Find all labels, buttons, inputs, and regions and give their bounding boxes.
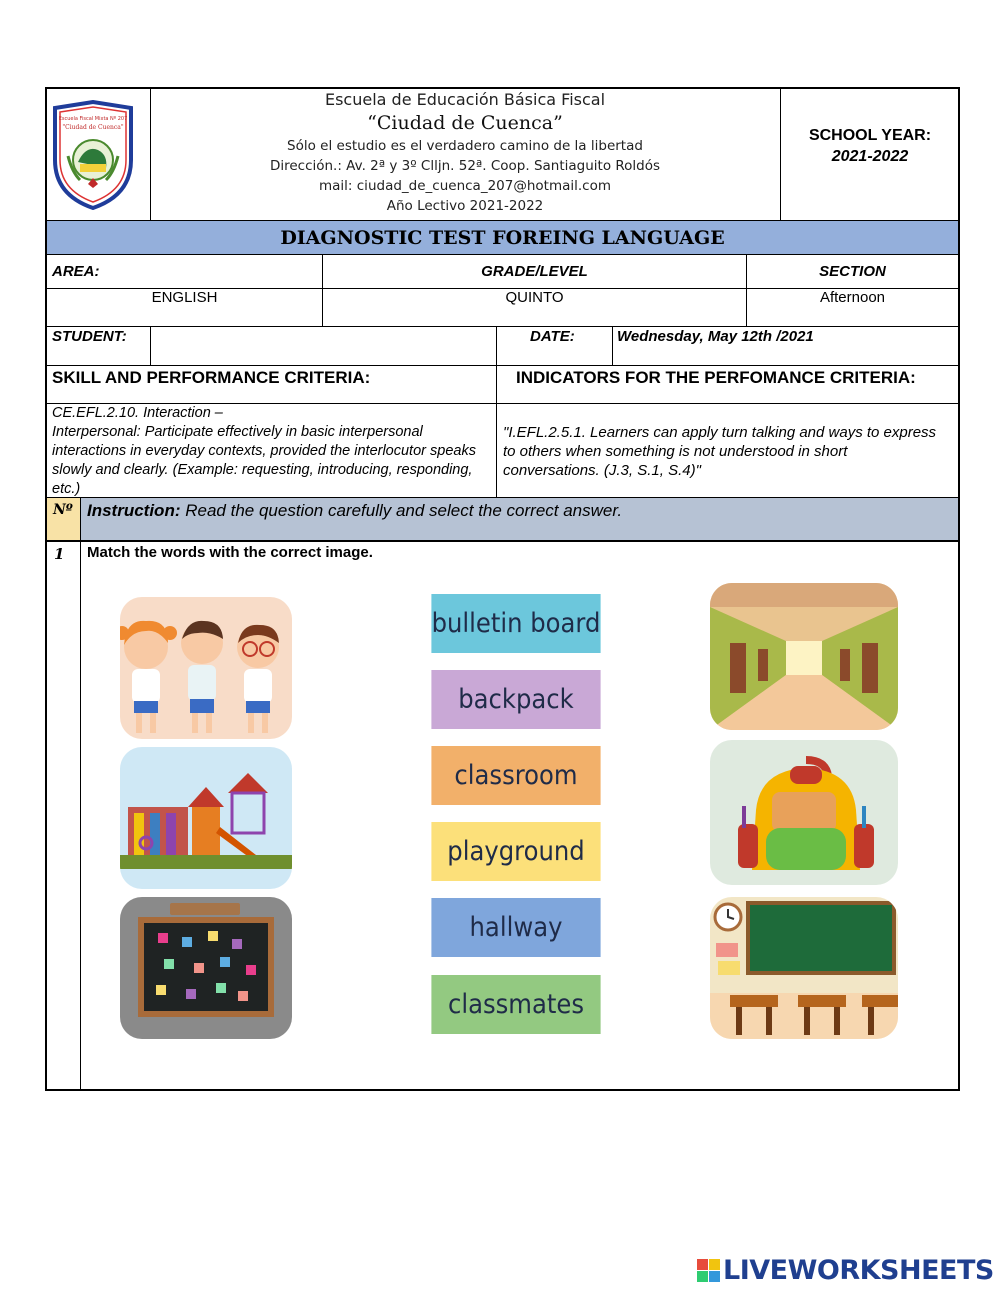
word-tile-playground[interactable]: playground: [431, 822, 600, 881]
table-border-right: [958, 87, 960, 1091]
section-label: SECTION: [819, 263, 886, 280]
student-label: STUDENT:: [52, 328, 127, 345]
word-tile-classroom[interactable]: classroom: [431, 746, 600, 805]
table-border-top: [45, 87, 960, 89]
word-tile-bulletin-board[interactable]: bulletin board: [431, 594, 600, 653]
school-logo: [50, 100, 136, 210]
rule: [80, 497, 81, 1091]
area-value: ENGLISH: [151, 289, 218, 306]
header-divider-right: [780, 87, 781, 221]
skill-code: CE.EFL.2.10. Interaction –: [52, 405, 223, 421]
child-figure: [237, 625, 279, 733]
school-motto: Sólo el estudio es el verdadero camino de la libertad: [287, 138, 643, 154]
word-tile-hallway[interactable]: hallway: [431, 898, 600, 957]
rule: [45, 288, 960, 289]
rule: [45, 403, 960, 404]
liveworksheets-logo[interactable]: [697, 1255, 997, 1285]
table-border-left: [45, 87, 47, 1091]
rule: [45, 326, 960, 327]
school-year-line: Año Lectivo 2021-2022: [386, 198, 544, 214]
student-name-field[interactable]: [151, 328, 496, 365]
indicators-header: INDICATORS FOR THE PERFOMANCE CRITERIA:: [516, 368, 916, 387]
rule: [45, 365, 960, 366]
instruction-text: Read the question carefully and select the correct answer.: [185, 501, 623, 520]
page-title: DIAGNOSTIC TEST FOREING LANGUAGE: [280, 227, 725, 249]
word-tile-backpack[interactable]: backpack: [431, 670, 600, 729]
number-label: Nº: [53, 502, 73, 518]
rule: [150, 326, 151, 365]
indicator-text: "I.EFL.2.5.1. Learners can apply turn talking and ways to express to others when something is not understood in short conversations. (J.3, S.1, S.4)": [503, 424, 937, 479]
question-text: Match the words with the correct image.: [87, 544, 373, 561]
date-value: Wednesday, May 12th /2021: [617, 328, 814, 345]
classroom-image[interactable]: [710, 897, 898, 1039]
section-value: Afternoon: [819, 289, 886, 306]
backpack-image[interactable]: [710, 740, 898, 885]
rule: [45, 497, 960, 498]
liveworksheets-icon: [697, 1259, 720, 1282]
skill-header: SKILL AND PERFORMANCE CRITERIA:: [52, 368, 371, 387]
svg-text:"Ciudad de Cuenca": "Ciudad de Cuenca": [62, 124, 124, 131]
school-year-value: 2021-2022: [831, 148, 909, 165]
school-address: Dirección.: Av. 2ª y 3º Clljn. 52ª. Coop. Santiaguito Roldós: [269, 158, 661, 174]
liveworksheets-brand: LIVEWORKSHEETS: [723, 1254, 994, 1286]
question-number: 1: [54, 545, 65, 563]
child-figure: [181, 621, 223, 733]
child-figure: [120, 621, 177, 733]
table-border-bottom: [45, 1089, 960, 1091]
playground-image[interactable]: [120, 747, 292, 889]
rule: [496, 326, 497, 498]
rule: [45, 540, 960, 542]
rule: [322, 254, 323, 327]
school-name: “Ciudad de Cuenca”: [367, 112, 563, 134]
rule: [45, 220, 960, 221]
school-mail: mail: ciudad_de_cuenca_207@hotmail.com: [319, 178, 611, 194]
instruction-label: Instruction:: [87, 501, 181, 520]
school-year-label: SCHOOL YEAR:: [808, 127, 932, 144]
grade-value: QUINTO: [505, 289, 564, 306]
bulletin-board-image[interactable]: [120, 897, 292, 1039]
school-type: Escuela de Educación Básica Fiscal: [324, 90, 606, 109]
area-label: AREA:: [52, 263, 100, 280]
rule: [45, 254, 960, 255]
header-divider-left: [150, 87, 151, 221]
hallway-image[interactable]: [710, 583, 898, 730]
rule: [746, 254, 747, 327]
svg-text:Escuela Fiscal Mixta Nº 207: Escuela Fiscal Mixta Nº 207: [58, 116, 128, 122]
date-label: DATE:: [530, 328, 575, 345]
skill-text: Interpersonal: Participate effectively in basic interpersonal interactions in everyday contexts, provided the interlocutor speaks slowly and clearly. (Example: requesting, introducing, responding, etc.): [52, 424, 476, 497]
classmates-image[interactable]: [120, 597, 292, 739]
grade-label: GRADE/LEVEL: [481, 263, 588, 280]
word-tile-classmates[interactable]: classmates: [431, 975, 600, 1034]
rule: [612, 326, 613, 365]
